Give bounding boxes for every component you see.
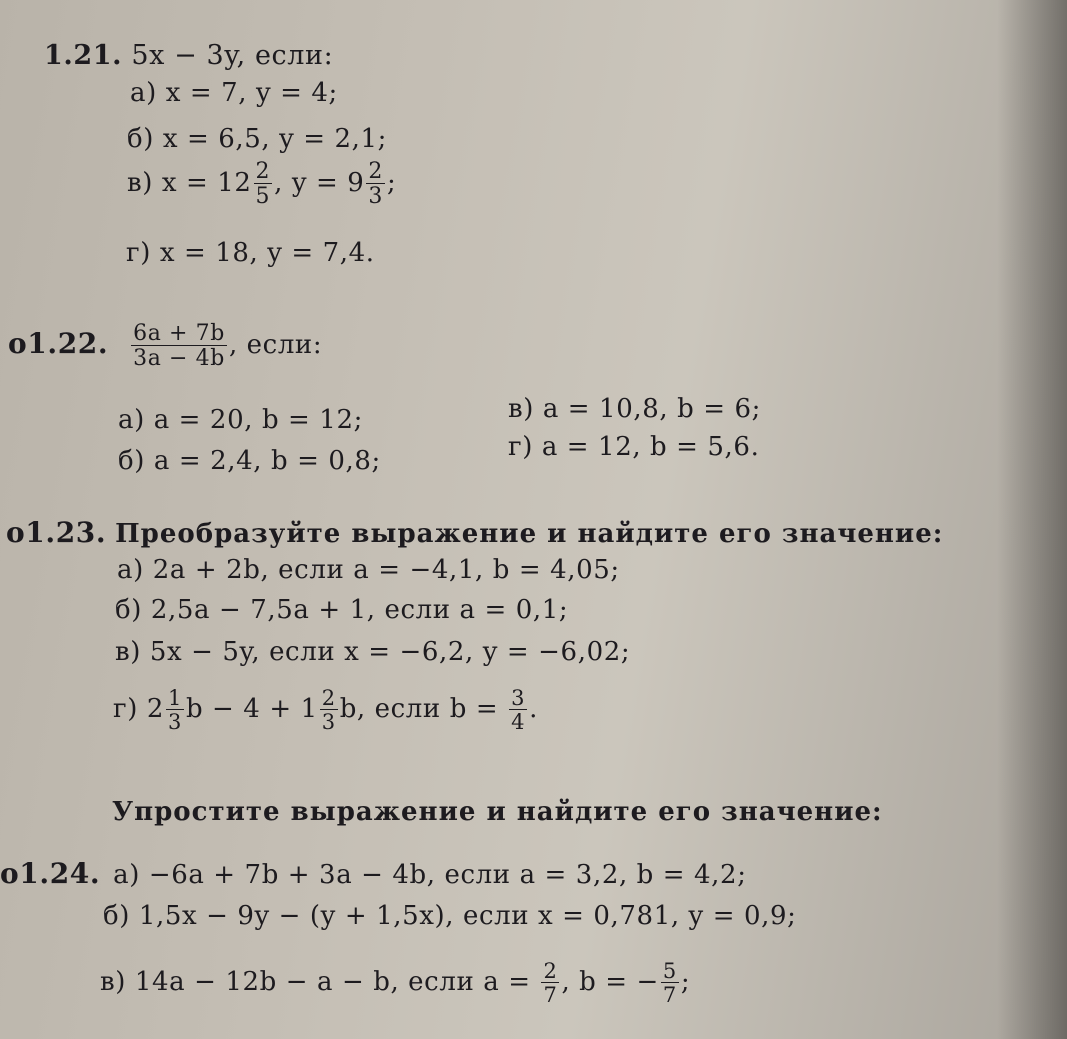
text-part: , b = − bbox=[561, 967, 659, 998]
fraction bbox=[254, 160, 273, 208]
problem-number: o1.24. bbox=[0, 857, 101, 890]
fraction bbox=[131, 322, 227, 370]
problem-number: o1.23. bbox=[6, 516, 107, 549]
fraction-numerator: 2 bbox=[543, 959, 558, 983]
page-edge-shadow bbox=[997, 0, 1067, 1039]
problem-1-22-header bbox=[8, 322, 322, 370]
fraction-numerator: 2 bbox=[368, 159, 384, 184]
problem-1-22-c: в) a = 10,8, b = 6; bbox=[508, 394, 761, 424]
fraction-numerator: 1 bbox=[167, 686, 182, 710]
problem-1-22-a: а) a = 20, b = 12; bbox=[118, 405, 363, 435]
text-part: . bbox=[529, 694, 538, 725]
fraction-denominator: 5 bbox=[255, 184, 271, 210]
problem-1-23-c: в) 5x − 5y, если x = −6,2, y = −6,02; bbox=[115, 637, 631, 667]
problem-number: 1.21. bbox=[44, 40, 123, 71]
fraction-denominator: 3 bbox=[368, 184, 384, 210]
text-part: г) 2 bbox=[113, 694, 164, 725]
problem-1-22-d: г) a = 12, b = 5,6. bbox=[508, 432, 760, 462]
fraction-numerator: 6a + 7b bbox=[133, 321, 225, 346]
problem-1-23-d bbox=[113, 687, 538, 733]
fraction bbox=[366, 160, 385, 208]
problem-1-21-header bbox=[44, 40, 333, 71]
fraction-numerator: 5 bbox=[662, 959, 677, 983]
problem-title: Преобразуйте выражение и найдите его значение: bbox=[115, 519, 944, 549]
text-part: в) 14a − 12b − a − b, если a = bbox=[100, 967, 531, 998]
problem-1-21-b: б) x = 6,5, y = 2,1; bbox=[127, 124, 388, 154]
fraction bbox=[661, 960, 679, 1006]
problem-number: o1.22. bbox=[8, 327, 109, 361]
problem-1-21-a: а) x = 7, y = 4; bbox=[130, 78, 338, 108]
problem-1-23-header bbox=[6, 516, 943, 549]
problem-1-24-c bbox=[100, 960, 690, 1006]
text-part: в) x = 12 bbox=[127, 168, 252, 199]
fraction-denominator: 3a − 4b bbox=[133, 346, 225, 372]
fraction-denominator: 4 bbox=[511, 710, 526, 735]
fraction-numerator: 2 bbox=[255, 159, 271, 184]
problem-1-22-b: б) a = 2,4, b = 0,8; bbox=[118, 446, 381, 476]
fraction bbox=[166, 687, 184, 733]
fraction bbox=[320, 687, 338, 733]
fraction-numerator: 2 bbox=[321, 686, 336, 710]
problem-1-24-a bbox=[0, 857, 747, 890]
problem-1-21-d: г) x = 18, y = 7,4. bbox=[126, 238, 375, 268]
fraction bbox=[509, 687, 527, 733]
fraction-denominator: 3 bbox=[321, 710, 336, 735]
fraction bbox=[541, 960, 559, 1006]
fraction-denominator: 7 bbox=[662, 983, 677, 1008]
fraction-denominator: 3 bbox=[167, 710, 182, 735]
problem-1-23-b: б) 2,5a − 7,5a + 1, если a = 0,1; bbox=[115, 595, 569, 625]
text-part: ; bbox=[387, 168, 397, 199]
text-part: , если: bbox=[228, 330, 323, 361]
section-heading: Упростите выражение и найдите его значение: bbox=[112, 797, 883, 827]
fraction-numerator: 3 bbox=[511, 686, 526, 710]
problem-expression: 5x − 3y, если: bbox=[131, 40, 334, 71]
text-part: b − 4 + 1 bbox=[185, 694, 318, 725]
fraction-denominator: 7 bbox=[543, 983, 558, 1008]
problem-1-23-a: а) 2a + 2b, если a = −4,1, b = 4,05; bbox=[117, 555, 620, 585]
problem-1-21-c bbox=[127, 160, 396, 208]
text-part: ; bbox=[680, 967, 691, 998]
text-part: , y = 9 bbox=[274, 168, 365, 199]
text-part: b, если b = bbox=[339, 694, 499, 725]
text-part: а) −6a + 7b + 3a − 4b, если a = 3,2, b = 4,2; bbox=[113, 860, 747, 890]
problem-1-24-b: б) 1,5x − 9y − (y + 1,5x), если x = 0,781, y = 0,9; bbox=[103, 901, 797, 931]
